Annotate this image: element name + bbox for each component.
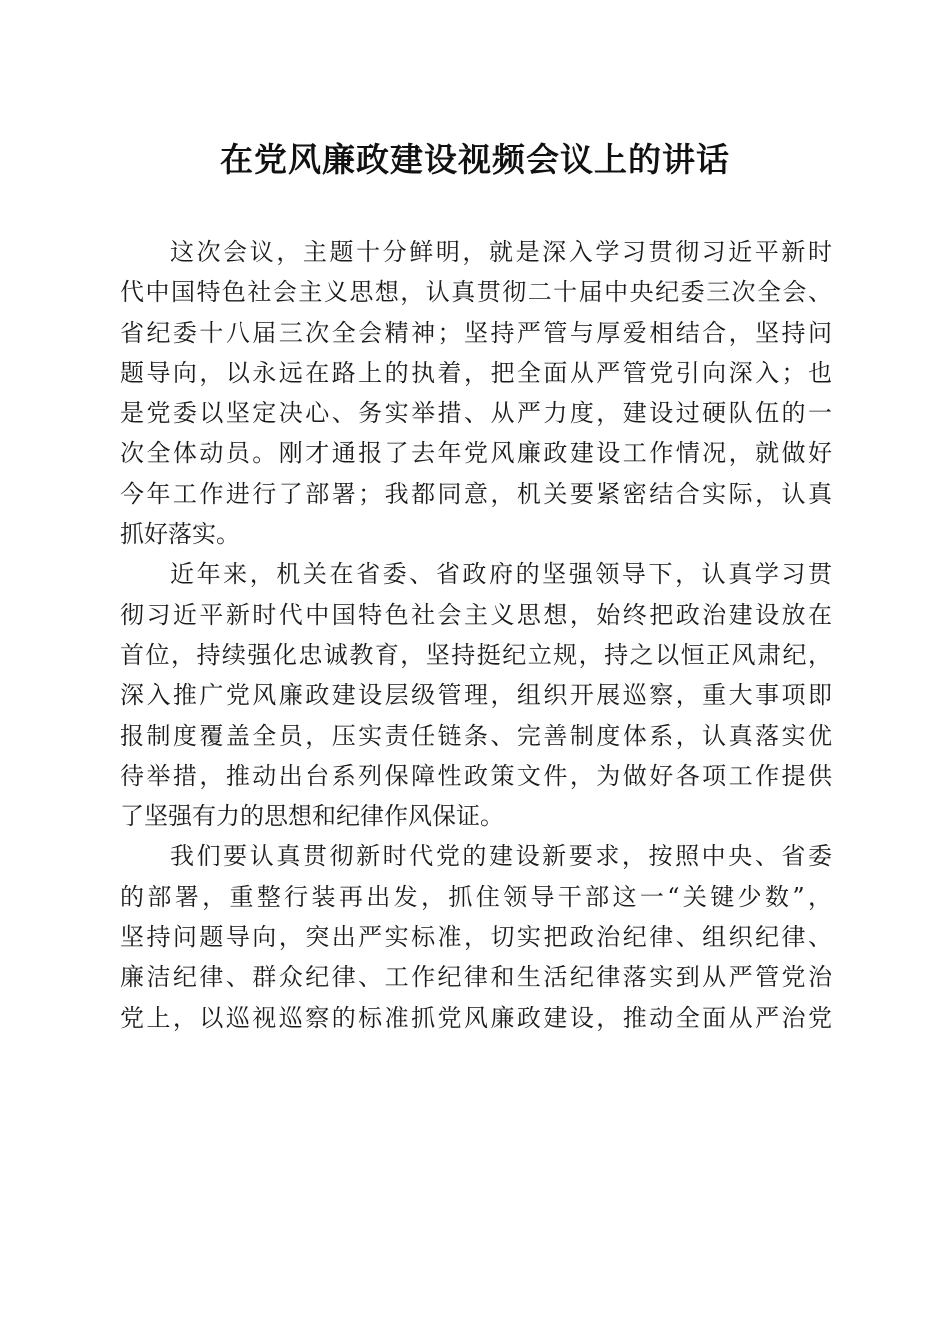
text-line: 我们要认真贯彻新时代党的建设新要求，按照中央、省委 — [170, 842, 832, 871]
text-line: 今年工作进行了部署；我都同意，机关要紧密结合实际，认真 — [120, 479, 832, 508]
text-line: 深入推广党风廉政建设层级管理，组织开展巡察，重大事项即 — [120, 681, 832, 710]
text-line: 了坚强有力的思想和纪律作风保证。 — [120, 802, 504, 831]
text-line: 党上，以巡视巡察的标准抓党风廉政建设，推动全面从严治党 — [120, 1003, 832, 1032]
paragraph-2 — [120, 554, 832, 836]
text-line: 坚持问题导向，突出严实标准，切实把政治纪律、组织纪律、 — [120, 923, 832, 952]
text-line: 待举措，推动出台系列保障性政策文件，为做好各项工作提供 — [120, 761, 832, 790]
text-line: 报制度覆盖全员，压实责任链条、完善制度体系，认真落实优 — [120, 721, 832, 750]
text-line: 代中国特色社会主义思想，认真贯彻二十届中央纪委三次全会、 — [120, 278, 832, 307]
text-line: 次全体动员。刚才通报了去年党风廉政建设工作情况，就做好 — [120, 439, 832, 468]
text-line: 近年来，机关在省委、省政府的坚强领导下，认真学习贯 — [170, 560, 832, 589]
paragraph-3 — [120, 836, 832, 1037]
paragraph-1 — [120, 232, 832, 554]
text-line: 这次会议，主题十分鲜明，就是深入学习贯彻习近平新时 — [170, 238, 832, 266]
document-title: 在党风廉政建设视频会议上的讲话 — [220, 140, 730, 179]
text-line: 省纪委十八届三次全会精神；坚持严管与厚爱相结合，坚持问 — [120, 318, 832, 347]
text-line: 的部署，重整行装再出发，抓住领导干部这一“关键少数”， — [120, 882, 832, 911]
text-line: 彻习近平新时代中国特色社会主义思想，始终把政治建设放在 — [120, 600, 832, 629]
text-line: 首位，持续强化忠诚教育，坚持挺纪立规，持之以恒正风肃纪， — [120, 640, 832, 669]
text-line: 抓好落实。 — [120, 520, 240, 549]
text-line: 题导向，以永远在路上的执着，把全面从严管党引向深入；也 — [120, 358, 832, 387]
text-line: 廉洁纪律、群众纪律、工作纪律和生活纪律落实到从严管党治 — [120, 963, 832, 992]
text-line: 是党委以坚定决心、务实举措、从严力度，建设过硬队伍的一 — [120, 399, 832, 428]
document-body — [120, 232, 832, 1038]
